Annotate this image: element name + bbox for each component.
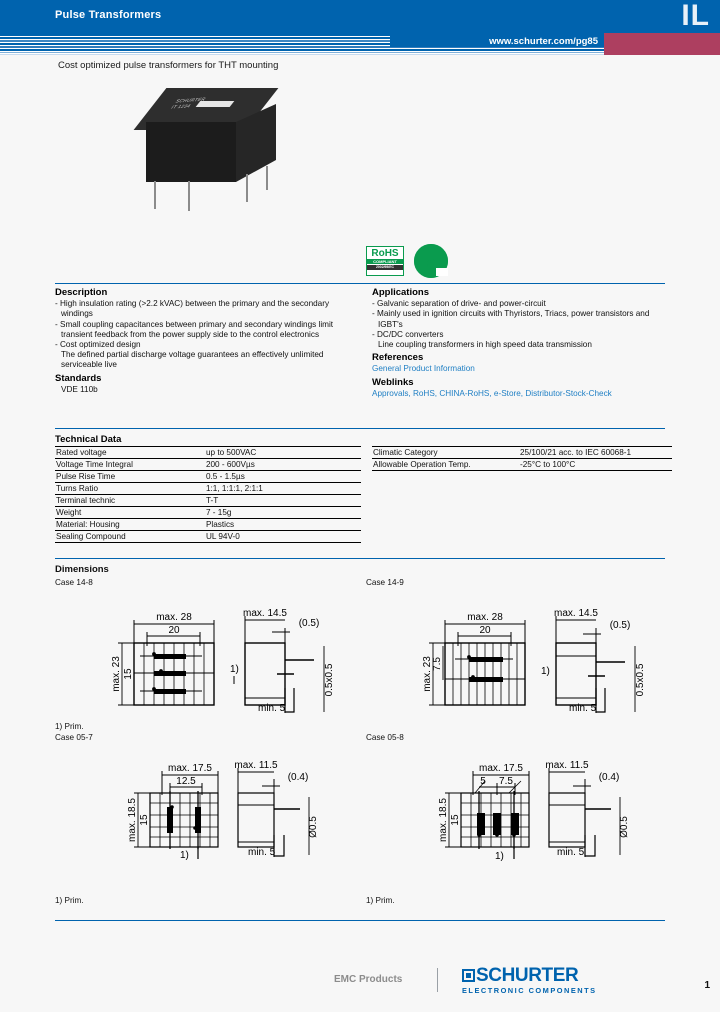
svg-text:7.5: 7.5 (432, 657, 443, 671)
product-pin (154, 181, 156, 209)
svg-text:(0.5): (0.5) (609, 620, 631, 631)
td-value: T-T (205, 495, 361, 507)
divider-above-technical (55, 428, 665, 429)
case-05-8-footnote: 1) Prim. (366, 896, 395, 905)
svg-text:max. 14.5: max. 14.5 (243, 608, 287, 619)
td-key: Climatic Category (372, 447, 519, 459)
page-number: 1 (704, 980, 710, 991)
td-key: Terminal technic (55, 495, 205, 507)
standards-value: VDE 110b (61, 384, 98, 394)
td-value: up to 500VAC (205, 447, 361, 459)
description-column (55, 288, 361, 395)
case-05-8-label: Case 05-8 (366, 733, 404, 742)
schurter-square-icon (462, 969, 475, 982)
maroon-accent-bar (604, 33, 720, 55)
applications-note: Line coupling transformers in high speed data transmission (378, 340, 592, 350)
svg-text:min. 5: min. 5 (557, 847, 585, 858)
svg-text:(0.4): (0.4) (598, 772, 620, 783)
footer-category: EMC Products (334, 974, 403, 985)
weblinks-heading: Weblinks (372, 376, 414, 388)
product-pin (266, 166, 268, 190)
svg-text:max. 14.5: max. 14.5 (554, 608, 598, 619)
svg-text:max. 23: max. 23 (111, 656, 122, 692)
weblinks-link[interactable]: Approvals, RoHS, CHINA-RoHS, e-Store, Distributor-Stock-Check (372, 388, 612, 398)
case-14-9-drawing (373, 588, 673, 716)
product-photo (138, 82, 298, 212)
description-list (55, 299, 361, 370)
product-pin (188, 181, 190, 211)
td-value: 7 - 15g (205, 507, 361, 519)
svg-text:(0.4): (0.4) (287, 772, 309, 783)
brand-tagline: ELECTRONIC COMPONENTS (462, 986, 597, 995)
td-key: Pulse Rise Time (55, 471, 205, 483)
table-row (55, 495, 361, 507)
applications-item: - Galvanic separation of drive- and power-circuit (372, 299, 546, 309)
case-05-8-drawing (373, 743, 673, 863)
technical-data-table-right (372, 446, 672, 471)
td-value: 25/100/21 acc. to IEC 60068-1 (519, 447, 672, 459)
svg-text:0.5x0.5: 0.5x0.5 (324, 663, 335, 697)
table-row (372, 447, 672, 459)
technical-data-table-left (55, 446, 361, 543)
rohs-compliant-label: COMPLIANT (367, 259, 403, 264)
reference-link[interactable]: General Product Information (372, 364, 475, 374)
svg-text:15: 15 (450, 814, 461, 826)
td-key: Weight (55, 507, 205, 519)
svg-text:15: 15 (123, 668, 134, 680)
product-pin (246, 174, 248, 202)
svg-text:20: 20 (168, 625, 180, 636)
description-heading: Description (55, 287, 108, 298)
description-item: - High insulation rating (>2.2 kVAC) between the primary and the secondary windings (55, 299, 330, 319)
table-row (55, 471, 361, 483)
table-row (372, 459, 672, 471)
dimensions-heading: Dimensions (55, 564, 109, 575)
applications-item: - DC/DC converters (372, 329, 444, 339)
svg-text:1): 1) (541, 666, 550, 677)
table-row (55, 459, 361, 471)
svg-text:5: 5 (480, 776, 486, 787)
table-row (55, 507, 361, 519)
technical-data-right (372, 446, 672, 471)
schurter-logo (462, 966, 597, 995)
svg-text:12.5: 12.5 (176, 776, 196, 787)
td-key: Rated voltage (55, 447, 205, 459)
td-key: Sealing Compound (55, 531, 205, 543)
table-row (55, 531, 361, 543)
td-value: 200 - 600Vµs (205, 459, 361, 471)
references-heading: References (372, 352, 424, 364)
svg-text:max. 18.5: max. 18.5 (438, 798, 449, 842)
product-label-text: SCHURTER IT 1234 (170, 96, 208, 110)
svg-text:min. 5: min. 5 (569, 703, 597, 714)
rohs-directive-label: 2002/95/EC (367, 265, 403, 270)
td-value: 1:1, 1:1:1, 2:1:1 (205, 483, 361, 495)
applications-heading: Applications (372, 287, 430, 298)
table-row (55, 447, 361, 459)
svg-text:1): 1) (495, 851, 504, 862)
svg-text:max. 28: max. 28 (467, 612, 503, 623)
e-check-icon (414, 244, 448, 278)
website-url[interactable]: www.schurter.com/pg85 (489, 36, 598, 47)
svg-text:min. 5: min. 5 (258, 703, 286, 714)
svg-text:1): 1) (180, 850, 189, 861)
td-value: Plastics (205, 519, 361, 531)
td-key: Allowable Operation Temp. (372, 459, 519, 471)
table-row (55, 519, 361, 531)
applications-column (372, 288, 672, 399)
svg-text:max. 28: max. 28 (156, 612, 192, 623)
description-note: The defined partial discharge voltage guarantees an effectively unlimited serviceable live (61, 350, 324, 370)
standards-heading: Standards (55, 372, 102, 384)
td-value: 0.5 - 1.5µs (205, 471, 361, 483)
rohs-label: RoHS (371, 248, 399, 259)
technical-data-left (55, 434, 361, 543)
svg-text:max. 11.5: max. 11.5 (545, 760, 589, 771)
svg-text:(0.5): (0.5) (298, 618, 320, 629)
case-05-7-label: Case 05-7 (55, 733, 93, 742)
svg-text:15: 15 (139, 814, 150, 826)
svg-text:0.5x0.5: 0.5x0.5 (635, 663, 646, 697)
table-row (55, 483, 361, 495)
case-05-7-footnote: 1) Prim. (55, 896, 84, 905)
case-14-8-drawing (62, 588, 362, 716)
td-key: Voltage Time Integral (55, 459, 205, 471)
applications-list (372, 299, 672, 350)
td-key: Turns Ratio (55, 483, 205, 495)
rohs-logo (366, 246, 404, 276)
page-title: Pulse Transformers (55, 9, 162, 21)
page-subtitle: Cost optimized pulse transformers for THT mounting (58, 60, 279, 71)
case-14-8-footnote: 1) Prim. (55, 722, 84, 731)
td-value: UL 94V-0 (205, 531, 361, 543)
case-05-7-drawing (62, 743, 362, 863)
divider-above-dimensions (55, 558, 665, 559)
case-14-8-label: Case 14-8 (55, 578, 93, 587)
series-logo-text: IL (681, 0, 710, 32)
product-front-face (146, 122, 236, 182)
brand-name-row (462, 966, 597, 985)
svg-text:min. 5: min. 5 (248, 847, 276, 858)
svg-text:7.5: 7.5 (499, 776, 513, 787)
svg-text:max. 17.5: max. 17.5 (479, 763, 523, 774)
svg-text:Ø0.5: Ø0.5 (308, 816, 319, 838)
case-14-9-label: Case 14-9 (366, 578, 404, 587)
svg-text:e: e (426, 250, 436, 274)
e-circle-icon (414, 244, 448, 278)
description-item: - Cost optimized design (55, 340, 141, 350)
description-item: - Small coupling capacitances between primary and secondary windings limit transient feedback from the power supply side to the control electronics (55, 319, 334, 339)
svg-text:1): 1) (230, 664, 239, 675)
svg-text:max. 17.5: max. 17.5 (168, 763, 212, 774)
svg-text:max. 23: max. 23 (422, 656, 433, 692)
applications-item: - Mainly used in ignition circuits with Thyristors, Triacs, power transistors and IGBT's (372, 309, 650, 329)
td-value: -25°C to 100°C (519, 459, 672, 471)
divider-above-description (55, 283, 665, 284)
svg-text:max. 18.5: max. 18.5 (127, 798, 138, 842)
td-key: Material: Housing (55, 519, 205, 531)
footer-separator (437, 968, 438, 992)
svg-text:20: 20 (479, 625, 491, 636)
svg-text:max. 11.5: max. 11.5 (234, 760, 278, 771)
technical-data-heading: Technical Data (55, 434, 122, 445)
brand-name: SCHURTER (476, 965, 579, 986)
footer-divider (55, 920, 665, 921)
svg-text:Ø0.5: Ø0.5 (619, 816, 630, 838)
